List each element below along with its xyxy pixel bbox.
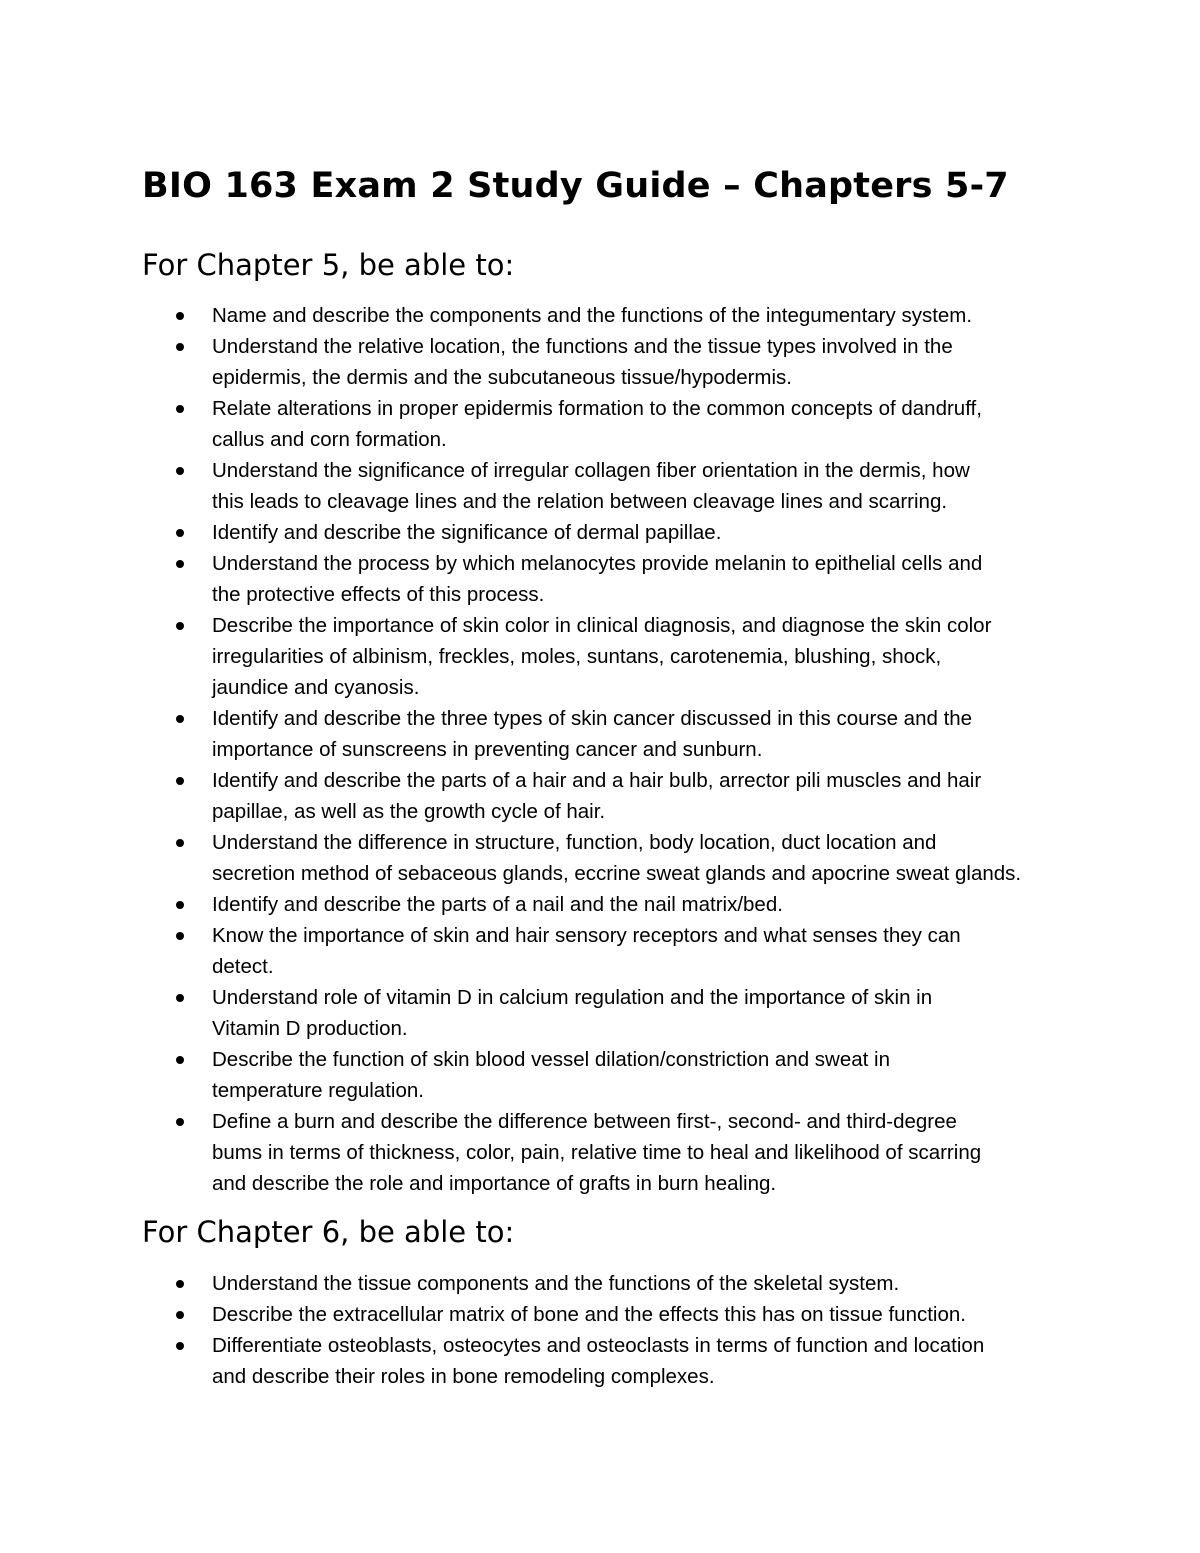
- list-item-text: Understand the relative location, the functions and the tissue types involved in the: [212, 335, 953, 358]
- chapter-6-heading: For Chapter 6, be able to:: [142, 1215, 515, 1249]
- list-item: [0, 455, 1150, 517]
- list-item: [0, 610, 1150, 703]
- list-item-text: Define a burn and describe the difference between first-, second- and third-degree: [212, 1110, 957, 1133]
- list-item-text: Understand the process by which melanocytes provide melanin to epithelial cells and: [212, 552, 983, 575]
- list-item-text: detect.: [212, 955, 274, 978]
- list-item: [0, 1299, 1150, 1330]
- bullet-dot-icon: [176, 715, 184, 723]
- list-item-text: epidermis, the dermis and the subcutaneous tissue/hypodermis.: [212, 366, 793, 389]
- bullet-dot-icon: [176, 312, 184, 320]
- list-item-text: Understand the significance of irregular collagen fiber orientation in the dermis, how: [212, 459, 970, 482]
- list-item-text: and describe their roles in bone remodeling complexes.: [212, 1365, 715, 1388]
- list-item-text: Understand the difference in structure, function, body location, duct location and: [212, 831, 937, 854]
- bullet-dot-icon: [176, 467, 184, 475]
- bullet-dot-icon: [176, 343, 184, 351]
- list-item: [0, 300, 1150, 331]
- list-item-text: Describe the extracellular matrix of bone and the effects this has on tissue function.: [212, 1303, 966, 1326]
- bullet-dot-icon: [176, 622, 184, 630]
- list-item-text: importance of sunscreens in preventing cancer and sunburn.: [212, 738, 763, 761]
- list-item-text: callus and corn formation.: [212, 428, 447, 451]
- bullet-dot-icon: [176, 901, 184, 909]
- list-item: [0, 703, 1150, 765]
- list-item-text: Describe the function of skin blood vessel dilation/constriction and sweat in: [212, 1048, 891, 1071]
- list-item-text: Describe the importance of skin color in clinical diagnosis, and diagnose the skin color: [212, 614, 992, 637]
- list-item-text: papillae, as well as the growth cycle of hair.: [212, 800, 606, 823]
- list-item-text: irregularities of albinism, freckles, moles, suntans, carotenemia, blushing, shock,: [212, 645, 942, 668]
- bullet-dot-icon: [176, 1342, 184, 1350]
- bullet-dot-icon: [176, 994, 184, 1002]
- list-item-text: Vitamin D production.: [212, 1017, 408, 1040]
- list-item-text: secretion method of sebaceous glands, eccrine sweat glands and apocrine sweat glands.: [212, 862, 1022, 885]
- list-item-text: jaundice and cyanosis.: [212, 676, 420, 699]
- list-item-text: Name and describe the components and the functions of the integumentary system.: [212, 304, 973, 327]
- list-item-text: and describe the role and importance of grafts in burn healing.: [212, 1172, 777, 1195]
- list-item: [0, 393, 1150, 455]
- list-item-text: this leads to cleavage lines and the relation between cleavage lines and scarring.: [212, 490, 948, 513]
- list-item: [0, 517, 1150, 548]
- list-item: [0, 827, 1150, 889]
- list-item-text: bums in terms of thickness, color, pain, relative time to heal and likelihood of scarring: [212, 1141, 982, 1164]
- bullet-dot-icon: [176, 405, 184, 413]
- bullet-dot-icon: [176, 932, 184, 940]
- list-item: [0, 331, 1150, 393]
- chapter-5-heading: For Chapter 5, be able to:: [142, 248, 515, 282]
- list-item: [0, 889, 1150, 920]
- list-item-text: Relate alterations in proper epidermis formation to the common concepts of dandruff,: [212, 397, 982, 420]
- list-item: [0, 548, 1150, 610]
- list-item: [0, 1268, 1150, 1299]
- list-item: [0, 920, 1150, 982]
- bullet-dot-icon: [176, 1280, 184, 1288]
- bullet-dot-icon: [176, 1311, 184, 1319]
- list-item-text: Identify and describe the three types of skin cancer discussed in this course and the: [212, 707, 973, 730]
- bullet-dot-icon: [176, 839, 184, 847]
- list-item-text: temperature regulation.: [212, 1079, 424, 1102]
- list-item-text: Differentiate osteoblasts, osteocytes and osteoclasts in terms of function and location: [212, 1334, 985, 1357]
- list-item-text: Identify and describe the parts of a nail and the nail matrix/bed.: [212, 893, 783, 916]
- list-item-text: Know the importance of skin and hair sensory receptors and what senses they can: [212, 924, 961, 947]
- list-item: [0, 765, 1150, 827]
- chapter-6-bullet-list: [0, 1268, 1150, 1392]
- list-item: [0, 982, 1150, 1044]
- bullet-dot-icon: [176, 1118, 184, 1126]
- bullet-dot-icon: [176, 529, 184, 537]
- list-item-text: Understand role of vitamin D in calcium regulation and the importance of skin in: [212, 986, 933, 1009]
- list-item-text: the protective effects of this process.: [212, 583, 545, 606]
- bullet-dot-icon: [176, 560, 184, 568]
- list-item: [0, 1330, 1150, 1392]
- chapter-5-bullet-list: [0, 300, 1150, 1199]
- bullet-dot-icon: [176, 777, 184, 785]
- list-item: [0, 1106, 1150, 1199]
- list-item: [0, 1044, 1150, 1106]
- bullet-dot-icon: [176, 1056, 184, 1064]
- list-item-text: Identify and describe the parts of a hair and a hair bulb, arrector pili muscles and hair: [212, 769, 982, 792]
- list-item-text: Identify and describe the significance of dermal papillae.: [212, 521, 722, 544]
- document-title: BIO 163 Exam 2 Study Guide – Chapters 5-7: [142, 166, 1009, 206]
- list-item-text: Understand the tissue components and the functions of the skeletal system.: [212, 1272, 900, 1295]
